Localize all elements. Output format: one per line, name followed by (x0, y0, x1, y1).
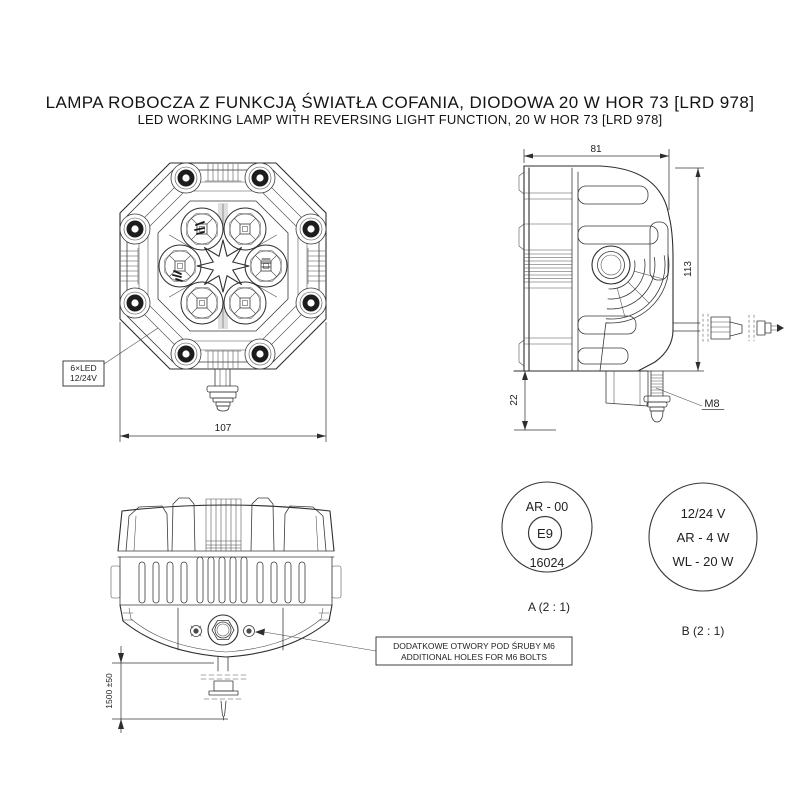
side-pivot-boss (592, 246, 630, 284)
mount-bolt (296, 214, 326, 244)
mount-bolt (245, 339, 275, 369)
dim-cable-value: 1500 ±50 (104, 673, 114, 709)
drawing-title-pl: LAMPA ROBOCZA Z FUNKCJĄ ŚWIATŁA COFANIA, DIODOWA 20 W HOR 73 [LRD 978] (45, 93, 755, 112)
callout-text-en: ADDITIONAL HOLES FOR M6 BOLTS (401, 652, 547, 662)
dim-width-value: 107 (214, 423, 232, 434)
rating-reversing: AR - 4 W (676, 530, 730, 545)
bottom-center-ribs (206, 499, 241, 551)
mount-bolt (171, 339, 201, 369)
rating-voltage: 12/24 V (680, 506, 726, 521)
front-connector-stem (207, 369, 238, 411)
led-lens (181, 282, 223, 324)
led-voltage-label: 12/24V (70, 373, 97, 383)
reflector-star (197, 240, 249, 292)
rating-working: WL - 20 W (672, 554, 734, 569)
drawing-title-en: LED WORKING LAMP WITH REVERSING LIGHT FUNCTION, 20 W HOR 73 [LRD 978] (137, 112, 663, 127)
led-lens (245, 245, 287, 287)
led-count-label: 6×LED (70, 363, 97, 373)
side-bezel-details (519, 172, 572, 366)
approval-number: 16024 (529, 556, 565, 570)
mount-bolt (120, 214, 150, 244)
dim-cable-1500 (104, 646, 228, 733)
side-view (509, 144, 784, 430)
side-cable (673, 314, 784, 342)
dim-height-value: 113 (683, 261, 694, 277)
approval-class: AR - 00 (525, 500, 569, 514)
bottom-bracket (120, 605, 332, 657)
marking-detail-a (502, 482, 592, 614)
m6-callout (255, 629, 572, 666)
detail-b-caption: B (2 : 1) (681, 624, 725, 638)
m8-label-text: M8 (704, 398, 720, 410)
side-fin-slots (578, 186, 668, 364)
side-bracket-foot (606, 371, 648, 406)
front-outer-octagon (120, 163, 326, 369)
detail-a-caption: A (2 : 1) (527, 600, 571, 614)
bottom-view (104, 498, 572, 733)
m6-hole-right (244, 626, 255, 637)
mount-bolt (120, 288, 150, 318)
bottom-cable (201, 657, 246, 720)
mount-bolt (245, 163, 275, 193)
led-lens (224, 282, 266, 324)
dim-depth-value: 81 (590, 144, 602, 155)
led-label (63, 328, 158, 386)
m6-hole-left (191, 626, 202, 637)
dim-bolt-22 (509, 371, 556, 430)
dim-bolt-value: 22 (509, 394, 520, 406)
mount-bolt (296, 288, 326, 318)
bottom-mount-nut (208, 615, 238, 645)
front-ribs (121, 164, 325, 368)
callout-text-pl: DODATKOWE OTWORY POD ŚRUBY M6 (393, 641, 555, 651)
side-bracket-fan (600, 254, 669, 371)
dim-height-113 (648, 168, 704, 371)
marking-detail-b (649, 483, 757, 638)
front-view (63, 163, 326, 442)
e-mark: E9 (537, 526, 553, 541)
led-lens (224, 208, 266, 250)
bottom-fins (111, 557, 341, 605)
mount-bolt (171, 163, 201, 193)
